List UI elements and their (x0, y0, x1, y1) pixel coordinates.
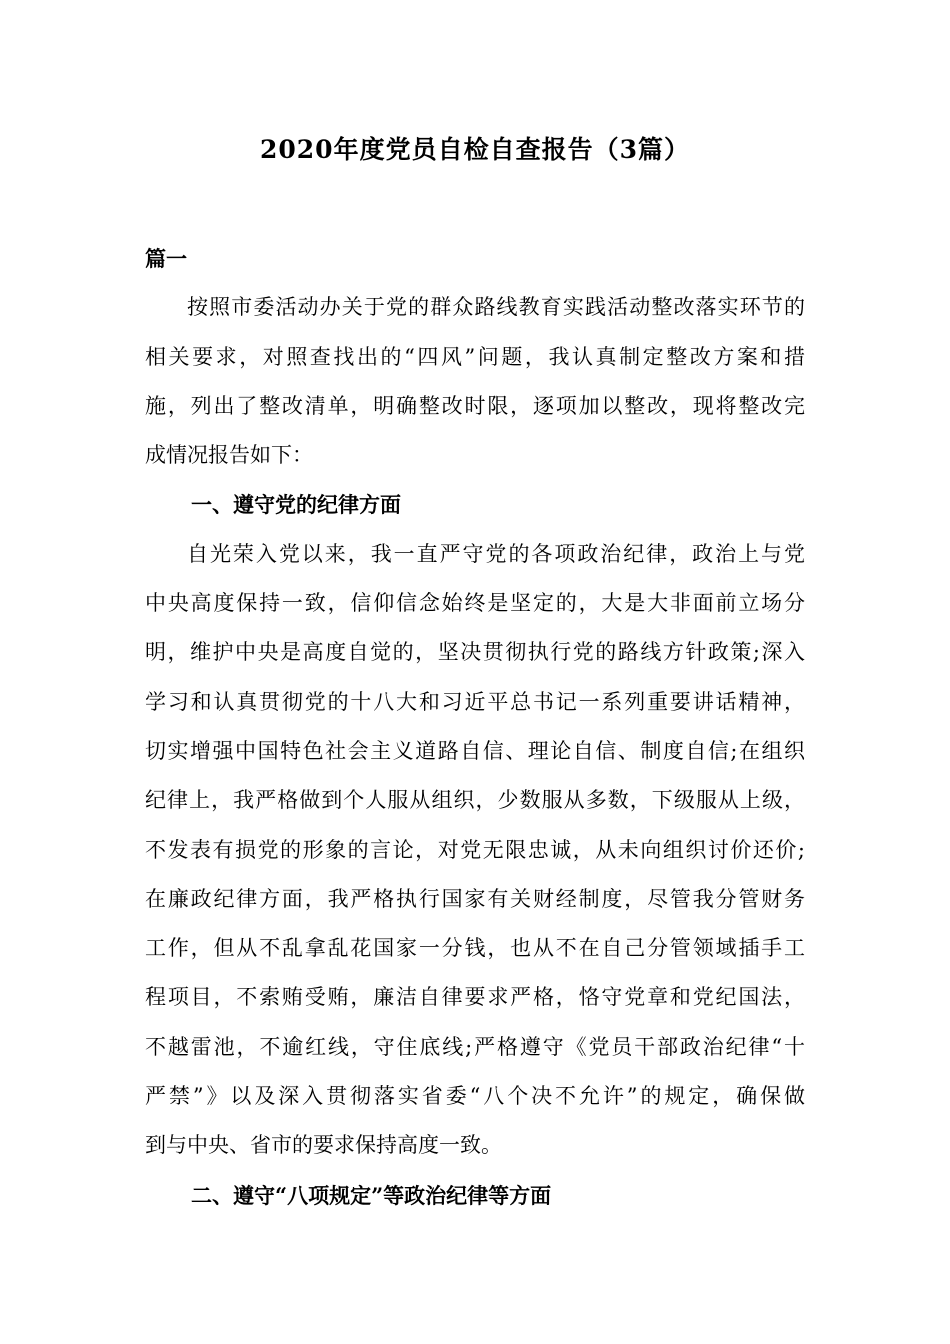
intro-line: 成情况报告如下： (145, 443, 313, 468)
paragraph-line: 严禁”》以及深入贯彻落实省委“八个决不允许”的规定，确保做 (145, 1084, 805, 1109)
section-label: 篇一 (145, 246, 187, 271)
intro-line: 施，列出了整改清单，明确整改时限，逐项加以整改，现将整改完 (145, 393, 805, 418)
paragraph-line: 程项目，不索贿受贿，廉洁自律要求严格，恪守党章和党纪国法， (145, 985, 805, 1010)
paragraph-line: 明，维护中央是高度自觉的，坚决贯彻执行党的路线方针政策;深入 (145, 640, 805, 665)
paragraph-line: 不越雷池，不逾红线，守住底线;严格遵守《党员干部政治纪律“十 (145, 1034, 805, 1059)
paragraph-line: 纪律上，我严格做到个人服从组织，少数服从多数，下级服从上级， (145, 788, 805, 813)
document-title: 2020年度党员自检自查报告（3篇） (260, 135, 690, 164)
paragraph-line: 学习和认真贯彻党的十八大和习近平总书记一系列重要讲话精神， (145, 689, 805, 714)
paragraph-line: 在廉政纪律方面，我严格执行国家有关财经制度，尽管我分管财务 (145, 886, 805, 911)
section-heading: 一、遵守党的纪律方面 (191, 492, 401, 518)
paragraph-line: 自光荣入党以来，我一直严守党的各项政治纪律，政治上与党 (187, 541, 805, 566)
paragraph-line: 中央高度保持一致，信仰信念始终是坚定的，大是大非面前立场分 (145, 591, 805, 616)
intro-line: 相关要求，对照查找出的“四风”问题，我认真制定整改方案和措 (145, 344, 805, 369)
paragraph-line: 到与中央、省市的要求保持高度一致。 (145, 1133, 502, 1158)
paragraph-line: 不发表有损党的形象的言论，对党无限忠诚，从未向组织讨价还价; (145, 837, 805, 862)
paragraph-line: 切实增强中国特色社会主义道路自信、理论自信、制度自信;在组织 (145, 738, 805, 763)
section-heading: 二、遵守“八项规定”等政治纪律等方面 (191, 1182, 552, 1208)
paragraph-line: 工作，但从不乱拿乱花国家一分钱，也从不在自己分管领域插手工 (145, 936, 805, 961)
intro-line: 按照市委活动办关于党的群众路线教育实践活动整改落实环节的 (187, 295, 805, 320)
document-body (145, 234, 805, 1220)
